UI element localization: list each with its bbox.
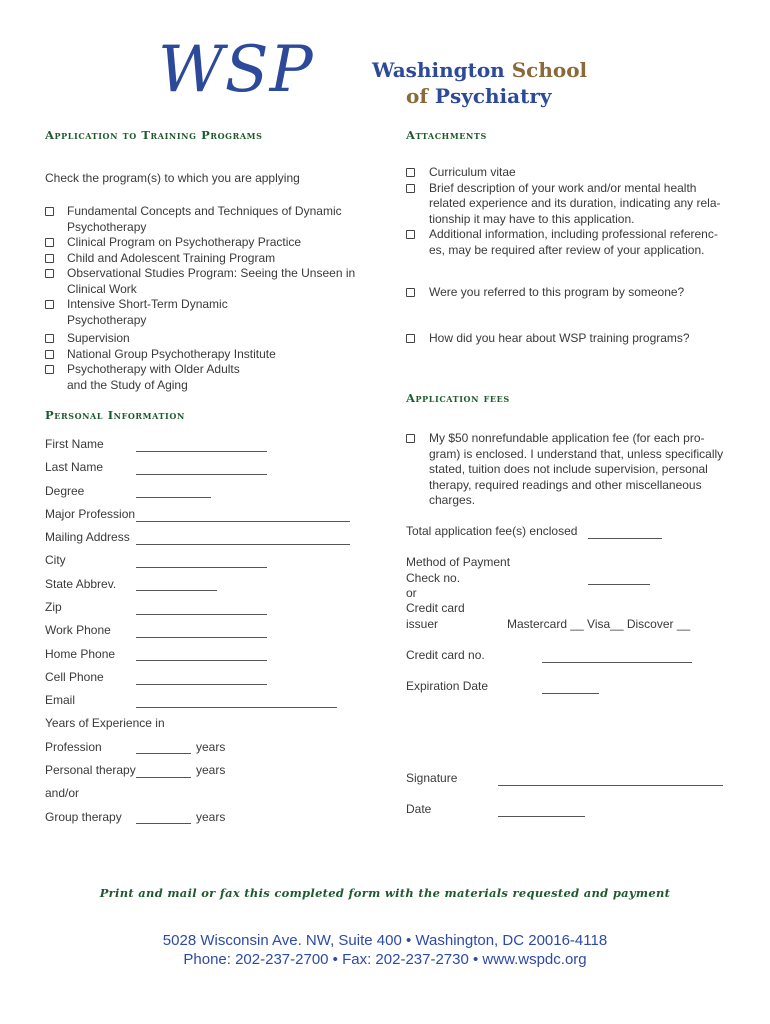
state-field[interactable] — [136, 590, 217, 591]
program-item[interactable]: Observational Studies Program: Seeing the Unseen in Clinical Work — [45, 266, 365, 297]
program-item[interactable]: National Group Psychotherapy Institute — [45, 347, 365, 363]
checkbox-icon[interactable] — [406, 184, 415, 193]
signature-label: Signature — [406, 771, 458, 785]
hear-about-question[interactable]: How did you hear about WSP training programs? — [406, 331, 690, 347]
field-label-cell-phone: Cell Phone — [45, 670, 104, 684]
school-name-line2: of Psychiatry — [406, 84, 552, 108]
program-item[interactable]: Child and Adolescent Training Program — [45, 251, 365, 267]
field-label-email: Email — [45, 693, 76, 707]
years-unit: years — [196, 740, 226, 754]
signature-field[interactable] — [498, 785, 723, 786]
method-of-payment-label: Method of Payment — [406, 555, 511, 569]
expiration-date-field[interactable] — [542, 693, 599, 694]
checkbox-icon[interactable] — [45, 334, 54, 343]
credit-card-label: Credit card — [406, 601, 465, 615]
issuer-label: issuer — [406, 617, 439, 631]
attachment-list — [406, 165, 736, 258]
field-label-work-phone: Work Phone — [45, 623, 111, 637]
cell-phone-field[interactable] — [136, 684, 267, 685]
attachment-item[interactable]: Curriculum vitae — [406, 165, 736, 181]
personal-therapy-years-field[interactable] — [136, 777, 191, 778]
check-no-field[interactable] — [588, 584, 650, 585]
checkbox-icon[interactable] — [45, 269, 54, 278]
last-name-field[interactable] — [136, 474, 267, 475]
field-label-home-phone: Home Phone — [45, 647, 116, 661]
checkbox-icon[interactable] — [45, 238, 54, 247]
wsp-logo: WSP — [158, 33, 314, 107]
andor-label: and/or — [45, 786, 80, 800]
checkbox-icon[interactable] — [45, 207, 54, 216]
checkbox-icon[interactable] — [406, 168, 415, 177]
section-title-personal: Personal Information — [45, 408, 185, 422]
fee-acknowledgement[interactable]: My $50 nonrefundable application fee (for each pro- gram) is enclosed. I understand that, unless specifically stated, tuition does not include supervision, personal therapy, required readings and other miscellaneous charges. — [406, 431, 749, 509]
field-label-major-profession: Major Profession — [45, 507, 136, 521]
referred-question[interactable]: Were you referred to this program by someone? — [406, 285, 684, 301]
checkbox-icon[interactable] — [406, 434, 415, 443]
field-label-zip: Zip — [45, 600, 62, 614]
instruction-text: Check the program(s) to which you are applying — [45, 171, 300, 185]
field-label-last-name: Last Name — [45, 460, 104, 474]
program-item[interactable]: Fundamental Concepts and Techniques of Dynamic Psychotherapy — [45, 204, 365, 235]
home-phone-field[interactable] — [136, 660, 267, 661]
city-field[interactable] — [136, 567, 267, 568]
school-name-line1: Washington School — [372, 58, 588, 82]
field-label-state: State Abbrev. — [45, 577, 117, 591]
contact-line: Phone: 202-237-2700 • Fax: 202-237-2730 • www.wspdc.org — [183, 951, 587, 968]
checkbox-icon[interactable] — [406, 230, 415, 239]
field-label-city: City — [45, 553, 66, 567]
checkbox-icon[interactable] — [45, 350, 54, 359]
email-field[interactable] — [136, 707, 337, 708]
checkbox-icon[interactable] — [45, 300, 54, 309]
address-line: 5028 Wisconsin Ave. NW, Suite 400 • Washington, DC 20016-4118 — [162, 932, 608, 949]
date-field[interactable] — [498, 816, 585, 817]
total-fee-label: Total application fee(s) enclosed — [406, 524, 578, 538]
mail-instructions: Print and mail or fax this completed form with the materials requested and payment — [99, 886, 671, 900]
credit-card-no-field[interactable] — [542, 662, 692, 663]
field-label-degree: Degree — [45, 484, 85, 498]
check-no-label: Check no. — [406, 571, 461, 585]
total-fee-field[interactable] — [588, 538, 662, 539]
years-unit: years — [196, 810, 226, 824]
checkbox-icon[interactable] — [45, 365, 54, 374]
group-therapy-years-field[interactable] — [136, 823, 191, 824]
work-phone-field[interactable] — [136, 637, 267, 638]
profession-years-field[interactable] — [136, 753, 191, 754]
checkbox-icon[interactable] — [406, 334, 415, 343]
first-name-field[interactable] — [136, 451, 267, 452]
personal-therapy-label: Personal therapy — [45, 763, 136, 777]
section-title-fees: Application fees — [406, 391, 510, 405]
program-item[interactable]: Psychotherapy with Older Adults and the Study of Aging — [45, 362, 365, 393]
checkbox-icon[interactable] — [406, 288, 415, 297]
zip-field[interactable] — [136, 614, 267, 615]
program-item[interactable]: Supervision — [45, 331, 365, 347]
section-title-attachments: Attachments — [406, 128, 487, 142]
checkbox-icon[interactable] — [45, 254, 54, 263]
section-title-programs: Application to Training Programs — [45, 128, 263, 142]
program-item[interactable]: Intensive Short-Term Dynamic Psychotherapy — [45, 297, 365, 328]
date-label: Date — [406, 802, 432, 816]
card-issuer-options[interactable]: Mastercard __ Visa__ Discover __ — [507, 617, 691, 631]
degree-field[interactable] — [136, 497, 211, 498]
program-item[interactable]: Clinical Program on Psychotherapy Practice — [45, 235, 365, 251]
years-unit: years — [196, 763, 226, 777]
profession-label: Profession — [45, 740, 102, 754]
credit-card-no-label: Credit card no. — [406, 648, 485, 662]
years-experience-label: Years of Experience in — [45, 716, 165, 730]
expiration-date-label: Expiration Date — [406, 679, 489, 693]
field-label-mailing-address: Mailing Address — [45, 530, 130, 544]
mailing-address-field[interactable] — [136, 544, 350, 545]
or-label: or — [406, 586, 417, 600]
group-therapy-label: Group therapy — [45, 810, 122, 824]
attachment-item[interactable]: Additional information, including professional referenc- es, may be required after review of your application. — [406, 227, 736, 258]
major-profession-field[interactable] — [136, 521, 350, 522]
attachment-item[interactable]: Brief description of your work and/or mental health related experience and its duration, indicating any rela- tionship it may have to this application. — [406, 181, 736, 228]
program-list — [45, 204, 365, 393]
field-label-first-name: First Name — [45, 437, 104, 451]
